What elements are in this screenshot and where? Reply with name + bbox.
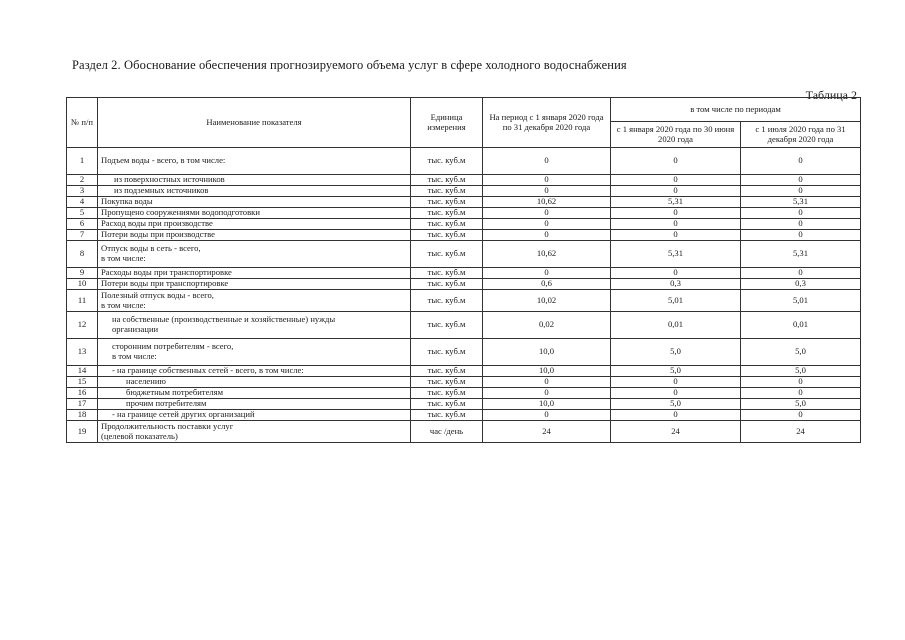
row-total: 0 [483, 148, 611, 175]
row-h2: 0 [741, 230, 861, 241]
table-row [67, 268, 861, 279]
header-by-period: в том числе по периодам [611, 98, 861, 122]
row-total: 0 [483, 410, 611, 421]
table-row [67, 197, 861, 208]
row-num: 7 [67, 230, 98, 241]
row-name: прочим потребителям [98, 399, 411, 410]
table-row [67, 399, 861, 410]
row-h2: 0,01 [741, 312, 861, 339]
row-h2: 5,31 [741, 241, 861, 268]
row-h1: 5,0 [611, 399, 741, 410]
row-h1: 0 [611, 186, 741, 197]
row-h1: 5,01 [611, 290, 741, 312]
row-h1: 0 [611, 377, 741, 388]
row-total: 0 [483, 388, 611, 399]
row-total: 0,02 [483, 312, 611, 339]
row-h1: 0 [611, 208, 741, 219]
row-num: 8 [67, 241, 98, 268]
table-row [67, 377, 861, 388]
table-row [67, 366, 861, 377]
row-unit: тыс. куб.м [411, 366, 483, 377]
row-h2: 24 [741, 421, 861, 443]
row-total: 0 [483, 268, 611, 279]
row-name: Пропущено сооружениями водоподготовки [98, 208, 411, 219]
row-unit: тыс. куб.м [411, 268, 483, 279]
row-total: 10,0 [483, 366, 611, 377]
row-h2: 0 [741, 148, 861, 175]
table-row [67, 388, 861, 399]
row-unit: тыс. куб.м [411, 208, 483, 219]
row-unit: тыс. куб.м [411, 290, 483, 312]
row-num: 15 [67, 377, 98, 388]
header-unit: Единица измерения [411, 98, 483, 148]
table-row [67, 208, 861, 219]
header-h2: с 1 июля 2020 года по 31 декабря 2020 года [741, 122, 861, 148]
row-h2: 0 [741, 377, 861, 388]
row-total: 10,0 [483, 399, 611, 410]
row-h2: 0 [741, 388, 861, 399]
table-row [67, 241, 861, 268]
row-name-line2: в том числе: [101, 253, 146, 263]
row-h1: 0 [611, 219, 741, 230]
row-total: 0 [483, 219, 611, 230]
row-h1: 24 [611, 421, 741, 443]
table-row [67, 279, 861, 290]
row-num: 12 [67, 312, 98, 339]
row-name-line2: в том числе: [101, 299, 146, 310]
row-unit: тыс. куб.м [411, 219, 483, 230]
table-row [67, 290, 861, 312]
row-h2: 5,0 [741, 339, 861, 366]
row-total: 0,6 [483, 279, 611, 290]
row-num: 9 [67, 268, 98, 279]
row-h1: 5,0 [611, 339, 741, 366]
row-name: бюджетным потребителям [98, 388, 411, 399]
row-unit: тыс. куб.м [411, 197, 483, 208]
row-unit: тыс. куб.м [411, 410, 483, 421]
row-num: 13 [67, 339, 98, 366]
indicators-table [66, 97, 861, 443]
row-total: 10,62 [483, 197, 611, 208]
row-name-line1: Продолжительность поставки услуг [101, 420, 234, 431]
row-h2: 0 [741, 410, 861, 421]
row-h1: 0 [611, 410, 741, 421]
section-title: Раздел 2. Обоснование обеспечения прогнозируемого объема услуг в сфере холодного водоснабжения [72, 58, 627, 72]
row-unit: тыс. куб.м [411, 399, 483, 410]
row-name: Покупка воды [98, 197, 411, 208]
row-name [98, 312, 411, 339]
row-name-line2: в том числе: [112, 351, 157, 361]
row-h1: 0 [611, 175, 741, 186]
row-total: 24 [483, 421, 611, 443]
row-unit: тыс. куб.м [411, 388, 483, 399]
row-num: 11 [67, 290, 98, 312]
header-h1: с 1 января 2020 года по 30 июня 2020 года [611, 122, 741, 148]
table-row [67, 421, 861, 443]
row-name-line1: Полезный отпуск воды - всего, [101, 289, 214, 300]
row-name [98, 241, 411, 268]
row-unit: тыс. куб.м [411, 148, 483, 175]
row-h1: 0,3 [611, 279, 741, 290]
row-unit: тыс. куб.м [411, 279, 483, 290]
row-num: 18 [67, 410, 98, 421]
table-row [67, 186, 861, 197]
row-name-line1: на собственные (производственные и хозяйственные) нужды [112, 314, 336, 325]
row-name-line2: организации [112, 324, 159, 334]
row-h2: 0,3 [741, 279, 861, 290]
row-num: 6 [67, 219, 98, 230]
row-total: 10,0 [483, 339, 611, 366]
table-row [67, 312, 861, 339]
row-unit: тыс. куб.м [411, 186, 483, 197]
row-h2: 0 [741, 175, 861, 186]
header-period: На период с 1 января 2020 года по 31 декабря 2020 года [483, 98, 611, 148]
row-num: 5 [67, 208, 98, 219]
row-h1: 0 [611, 230, 741, 241]
row-num: 17 [67, 399, 98, 410]
row-name: - на границе сетей других организаций [98, 410, 411, 421]
row-name-line1: сторонним потребителям - всего, [112, 341, 234, 352]
table-row [67, 219, 861, 230]
row-name [98, 290, 411, 312]
row-h1: 0,01 [611, 312, 741, 339]
row-h1: 0 [611, 268, 741, 279]
row-name: из поверхностных источников [98, 175, 411, 186]
row-num: 4 [67, 197, 98, 208]
row-name: Расход воды при производстве [98, 219, 411, 230]
row-unit: тыс. куб.м [411, 175, 483, 186]
row-h2: 0 [741, 219, 861, 230]
row-name: Потери воды при транспортировке [98, 279, 411, 290]
row-name-line1: Отпуск воды в сеть - всего, [101, 243, 201, 254]
row-num: 10 [67, 279, 98, 290]
row-unit: тыс. куб.м [411, 377, 483, 388]
row-name: Подъем воды - всего, в том числе: [98, 148, 411, 175]
table-row [67, 148, 861, 175]
row-h2: 0 [741, 268, 861, 279]
table-row [67, 230, 861, 241]
table-label: Таблица 2 [805, 88, 857, 102]
row-name [98, 421, 411, 443]
row-name: из подземных источников [98, 186, 411, 197]
row-unit: тыс. куб.м [411, 241, 483, 268]
row-total: 10,02 [483, 290, 611, 312]
header-num: № п/п [67, 98, 98, 148]
row-total: 0 [483, 186, 611, 197]
row-h2: 5,0 [741, 366, 861, 377]
row-num: 14 [67, 366, 98, 377]
row-total: 0 [483, 230, 611, 241]
row-unit: тыс. куб.м [411, 312, 483, 339]
row-num: 1 [67, 148, 98, 175]
row-name: - на границе собственных сетей - всего, в том числе: [98, 366, 411, 377]
row-unit: час /день [411, 421, 483, 443]
row-h2: 0 [741, 208, 861, 219]
row-num: 2 [67, 175, 98, 186]
header-name: Наименование показателя [98, 98, 411, 148]
table-row [67, 410, 861, 421]
row-name: населению [98, 377, 411, 388]
row-total: 0 [483, 377, 611, 388]
row-h2: 5,01 [741, 290, 861, 312]
table-row [67, 175, 861, 186]
row-name: Расходы воды при транспортировке [98, 268, 411, 279]
row-total: 10,62 [483, 241, 611, 268]
row-name-line2: (целевой показатель) [101, 430, 178, 441]
row-h2: 5,31 [741, 197, 861, 208]
row-h1: 5,31 [611, 197, 741, 208]
row-name [98, 339, 411, 366]
row-unit: тыс. куб.м [411, 339, 483, 366]
row-h2: 5,0 [741, 399, 861, 410]
row-unit: тыс. куб.м [411, 230, 483, 241]
row-h1: 5,31 [611, 241, 741, 268]
row-num: 3 [67, 186, 98, 197]
row-name: Потери воды при производстве [98, 230, 411, 241]
row-h1: 0 [611, 148, 741, 175]
row-num: 19 [67, 421, 98, 443]
row-total: 0 [483, 175, 611, 186]
row-h2: 0 [741, 186, 861, 197]
row-h1: 0 [611, 388, 741, 399]
row-h1: 5,0 [611, 366, 741, 377]
table-row [67, 339, 861, 366]
row-total: 0 [483, 208, 611, 219]
row-num: 16 [67, 388, 98, 399]
